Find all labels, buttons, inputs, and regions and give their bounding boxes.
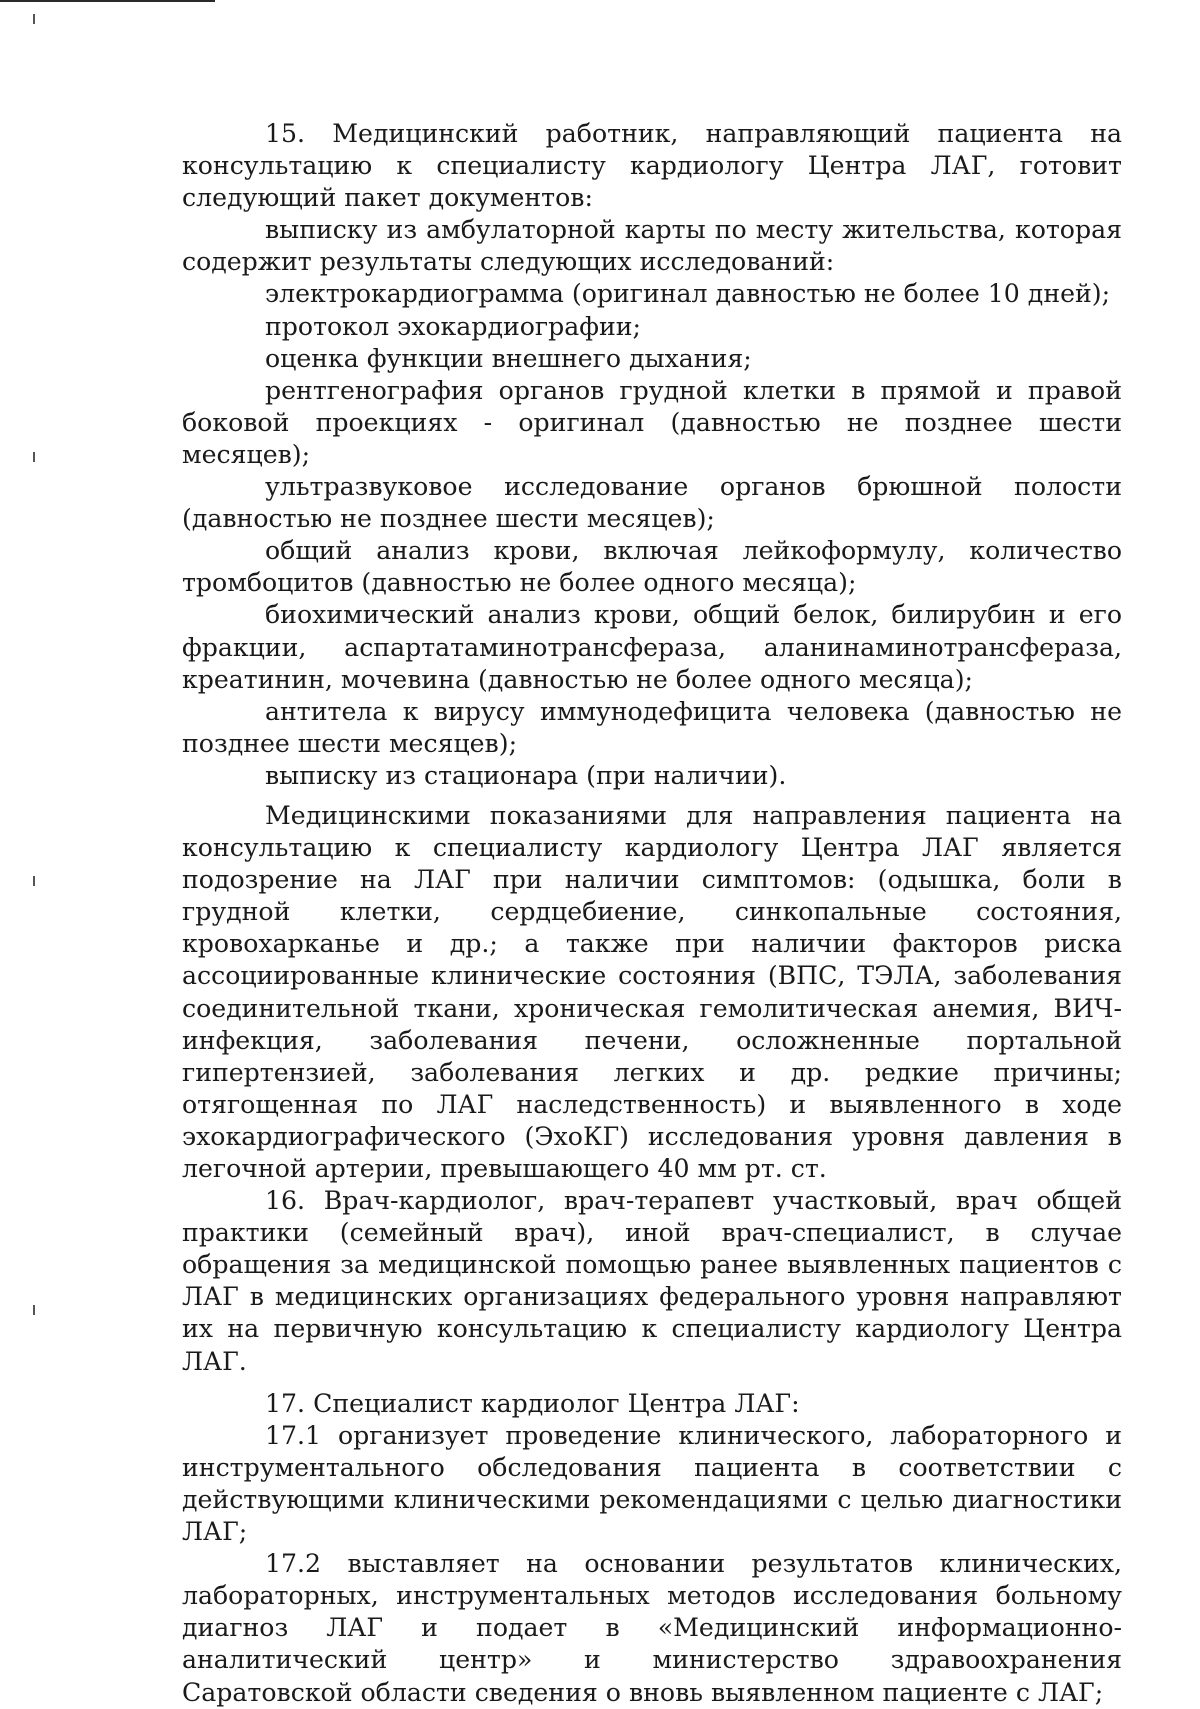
paragraph-17-1: 17.1 организует проведение клинического, лабораторного и инструментального обследования пациента в соответствии с действующими клиническими рекомендациями с целью диагностики ЛАГ;: [182, 1420, 1122, 1547]
list-item-biochemistry: биохимический анализ крови, общий белок, билирубин и его фракции, аспартатаминотрансфераза, аланинаминотрансфераза, креатинин, мочевина (давностью не более одного месяца);: [182, 600, 1122, 694]
paragraph-17-2: 17.2 выставляет на основании результатов клинических, лабораторных, инструментальных методов исследования больному диагноз ЛАГ и подает в «Медицинский информационно-аналитический центр» и министерство здравоохранения Саратовской области сведения о вновь выявленном пациенте с ЛАГ;: [182, 1549, 1122, 1707]
list-item-ultrasound: ультразвуковое исследование органов брюшной полости (давностью не позднее шести месяцев);: [182, 472, 1122, 534]
paragraph-indications: Медицинскими показаниями для направления пациента на консультацию к специалисту кардиологу Центра ЛАГ является подозрение на ЛАГ при наличии симптомов: (одышка, боли в грудной клетки, сердцебиение, синкопальные состояния, кровохарканье и др.; а также при наличии факторов риска ассоциированные клинические состояния (ВПС, ТЭЛА, заболевания соединительной ткани, хроническая гемолитическая анемия, ВИЧ-инфекция, заболевания печени, осложненные портальной гипертензией, заболевания легких и др. редкие причины; отягощенная по ЛАГ наследственность) и выявленного в ходе эхокардиографического (ЭхоКГ) исследования уровня давления в легочной артерии, превышающего 40 мм рт. ст.: [182, 800, 1122, 1183]
scan-margin-mark: [33, 14, 35, 24]
list-item-ecg: электрокардиограмма (оригинал давностью не более 10 дней);: [265, 279, 1111, 309]
scan-margin-mark: [33, 1305, 35, 1315]
scan-margin-mark: [33, 876, 35, 886]
paragraph-extract: выписку из амбулаторной карты по месту жительства, которая содержит результаты следующих исследований:: [182, 215, 1122, 277]
paragraph-17: 17. Специалист кардиолог Центра ЛАГ:: [265, 1388, 800, 1418]
list-item-hiv: антитела к вирусу иммунодефицита человека (давностью не позднее шести месяцев);: [182, 696, 1122, 758]
paragraph-16: 16. Врач-кардиолог, врач-терапевт участковый, врач общей практики (семейный врач), иной врач-специалист, в случае обращения за медицинской помощью ранее выявленных пациентов с ЛАГ в медицинских организациях федерального уровня направляют их на первичную консультацию к специалисту кардиологу Центра ЛАГ.: [182, 1186, 1122, 1376]
scan-margin-mark: [33, 452, 35, 462]
list-item-hospital-extract: выписку из стационара (при наличии).: [265, 760, 787, 790]
paragraph-15: 15. Медицинский работник, направляющий пациента на консультацию к специалисту кардиологу Центра ЛАГ, готовит следующий пакет документов:: [182, 119, 1122, 213]
list-item-xray: рентгенография органов грудной клетки в прямой и правой боковой проекциях - оригинал (давностью не позднее шести месяцев);: [182, 375, 1122, 469]
list-item-blood-test: общий анализ крови, включая лейкоформулу, количество тромбоцитов (давностью не более одного месяца);: [182, 536, 1122, 598]
list-item-respiratory: оценка функции внешнего дыхания;: [265, 343, 752, 373]
document-page: [182, 118, 1122, 1709]
scan-edge-line: [0, 0, 215, 2]
list-item-echo: протокол эхокардиографии;: [265, 311, 642, 341]
